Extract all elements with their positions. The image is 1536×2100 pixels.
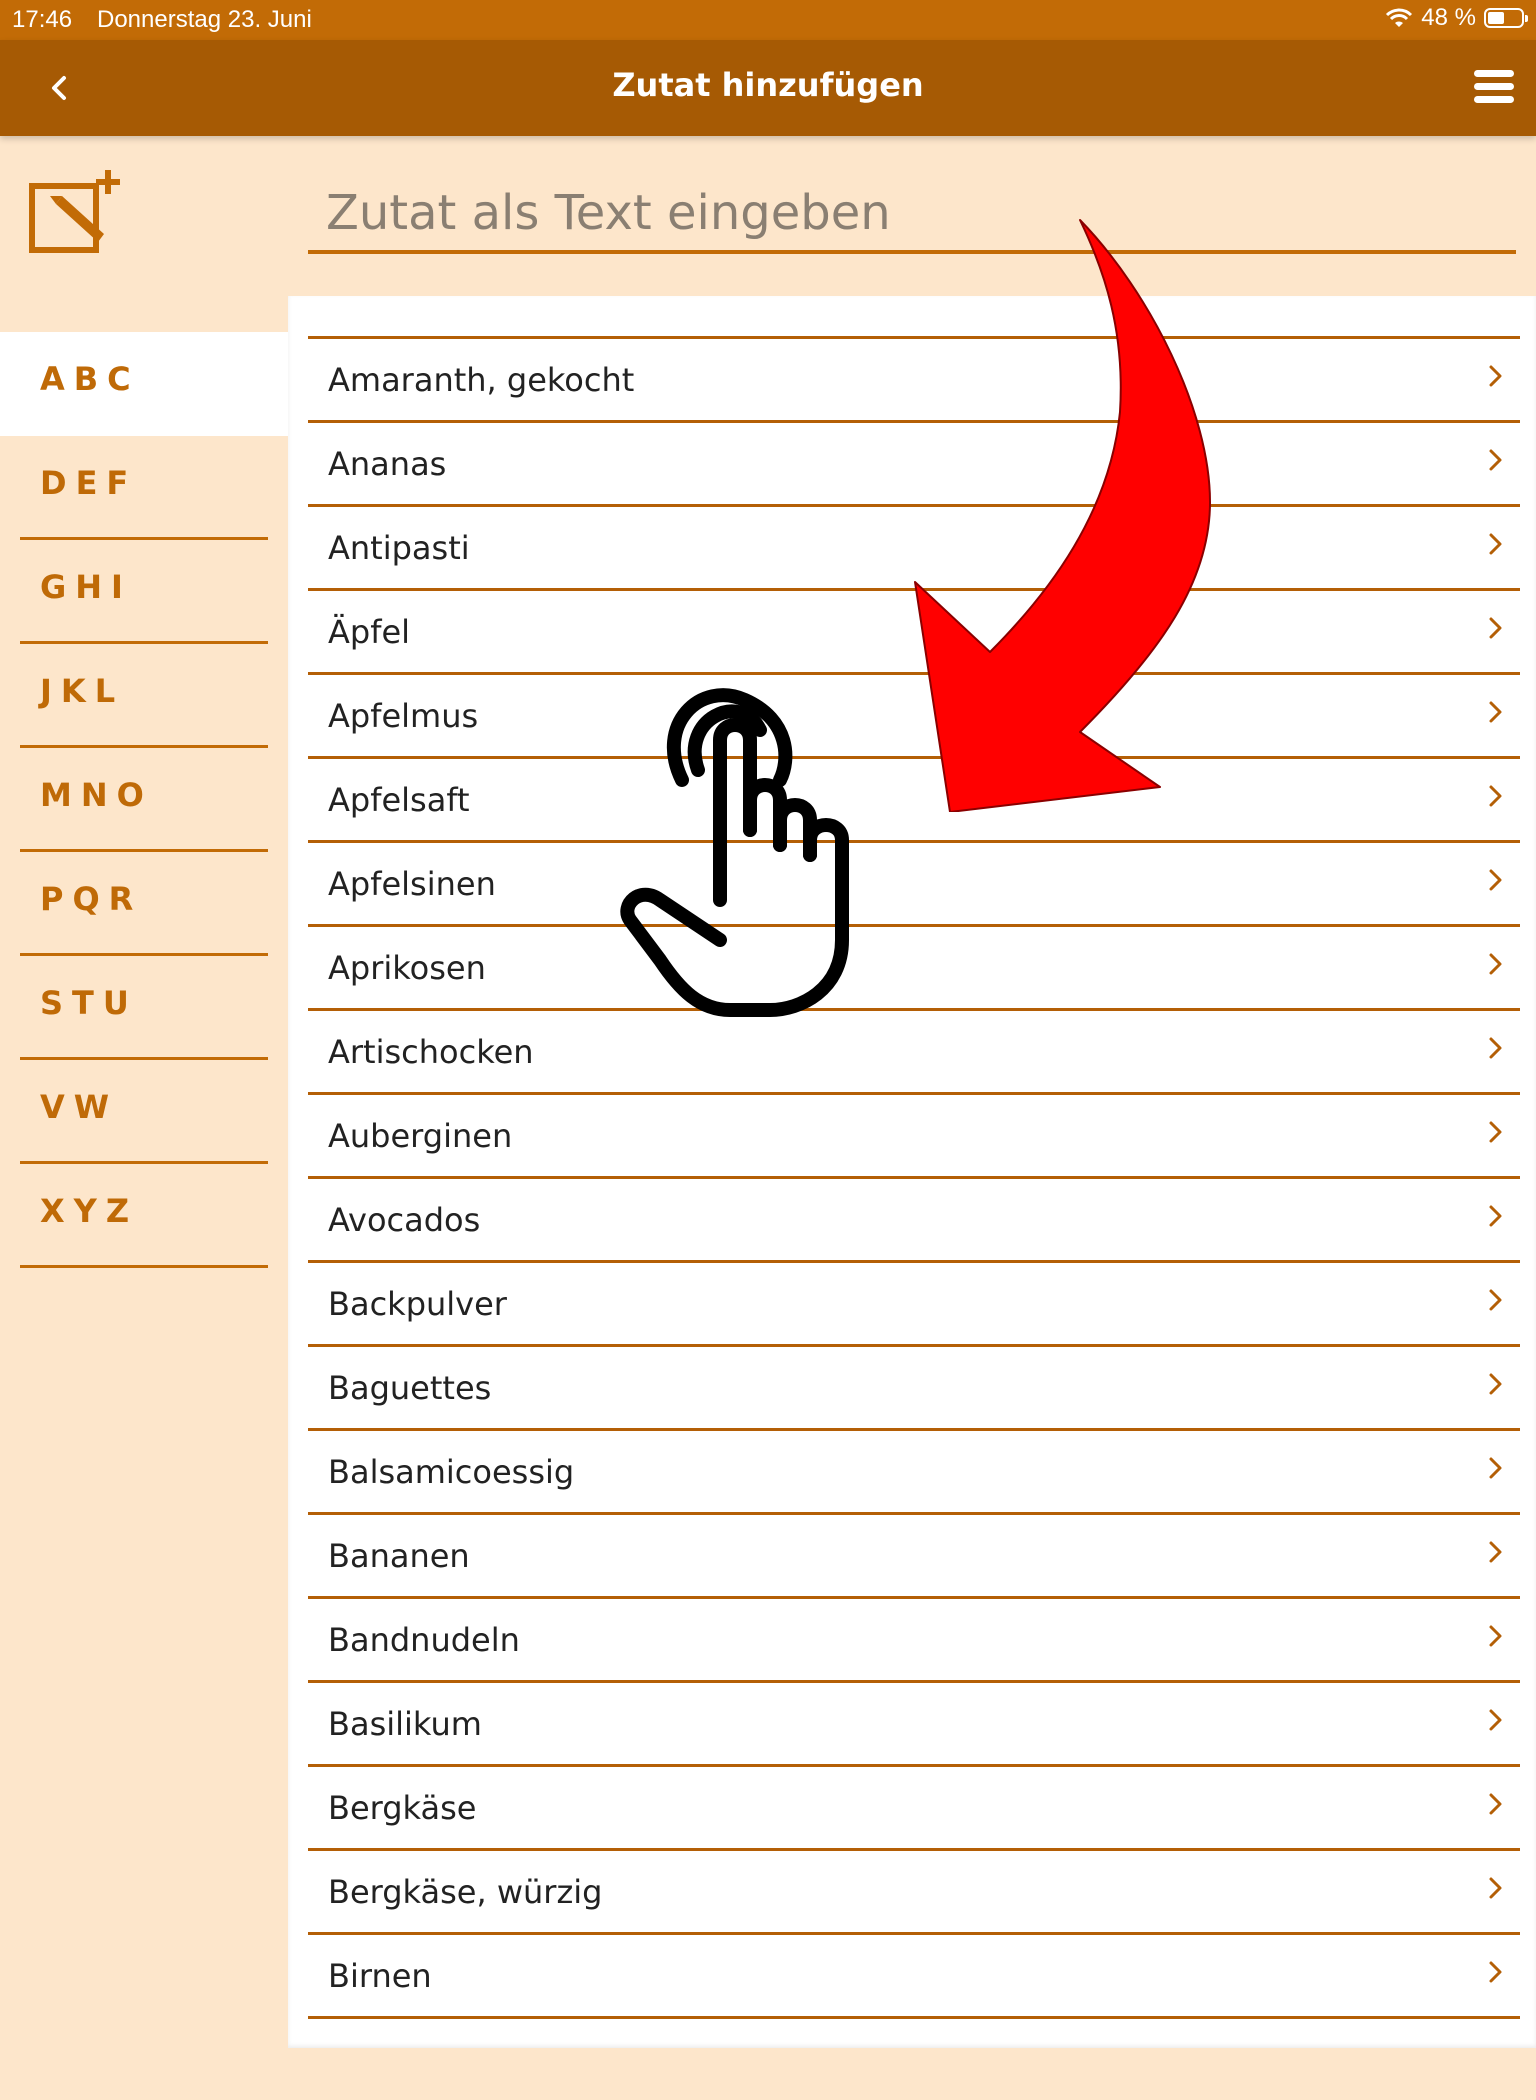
list-item[interactable]: [308, 588, 1520, 672]
sidebar-item-label: XYZ: [40, 1192, 139, 1230]
chevron-right-icon: [1488, 1371, 1504, 1399]
status-bar: [0, 0, 1536, 40]
chevron-right-icon: [1488, 1035, 1504, 1063]
list-item-label: Bergkäse: [328, 1789, 477, 1827]
sidebar-item-mno[interactable]: [0, 748, 288, 852]
chevron-right-icon: [1488, 867, 1504, 895]
nav-bar: [0, 40, 1536, 136]
list-item-label: Äpfel: [328, 613, 411, 651]
list-item-label: Artischocken: [328, 1033, 534, 1071]
page-title: Zutat hinzufügen: [612, 66, 924, 104]
list-item[interactable]: [308, 504, 1520, 588]
list-item[interactable]: [308, 924, 1520, 1008]
sidebar-item-def[interactable]: [0, 436, 288, 540]
list-item-label: Amaranth, gekocht: [328, 361, 635, 399]
status-date: Donnerstag 23. Juni: [97, 6, 312, 33]
chevron-right-icon: [1488, 783, 1504, 811]
list-item[interactable]: [308, 2016, 1520, 2100]
list-item[interactable]: [308, 1680, 1520, 1764]
list-item-label: Apfelsinen: [328, 865, 496, 903]
chevron-right-icon: [1488, 1959, 1504, 1987]
sidebar-item-stu[interactable]: [0, 956, 288, 1060]
sidebar-item-label: DEF: [40, 464, 138, 502]
add-note-icon[interactable]: [26, 164, 138, 264]
list-item[interactable]: [308, 1932, 1520, 2016]
list-item-label: Apfelmus: [328, 697, 479, 735]
chevron-right-icon: [1488, 615, 1504, 643]
chevron-right-icon: [1488, 363, 1504, 391]
list-item-label: Bandnudeln: [328, 1621, 520, 1659]
list-item-label: Auberginen: [328, 1117, 513, 1155]
ingredient-text-input[interactable]: [308, 176, 1516, 254]
list-item[interactable]: [308, 420, 1520, 504]
ingredient-list-panel: [288, 296, 1536, 2048]
chevron-right-icon: [1488, 1119, 1504, 1147]
battery-icon: [1484, 8, 1524, 28]
list-item-label: Balsamicoessig: [328, 1453, 575, 1491]
sidebar-item-xyz[interactable]: [0, 1164, 288, 1268]
list-item[interactable]: [308, 840, 1520, 924]
chevron-right-icon: [1488, 1623, 1504, 1651]
sidebar-item-jkl[interactable]: [0, 644, 288, 748]
sidebar-item-ghi[interactable]: [0, 540, 288, 644]
chevron-right-icon: [1488, 1203, 1504, 1231]
chevron-right-icon: [1488, 531, 1504, 559]
list-item[interactable]: [308, 1596, 1520, 1680]
list-item-label: Baguettes: [328, 1369, 492, 1407]
list-item-label: Bergkäse, würzig: [328, 1873, 603, 1911]
chevron-right-icon: [1488, 699, 1504, 727]
ingredient-list: [308, 336, 1520, 2100]
sidebar-item-label: ABC: [40, 360, 140, 398]
sidebar-item-label: MNO: [40, 776, 153, 814]
sidebar-item-pqr[interactable]: [0, 852, 288, 956]
chevron-right-icon: [1488, 1707, 1504, 1735]
chevron-right-icon: [1488, 1455, 1504, 1483]
list-item[interactable]: [308, 1260, 1520, 1344]
list-item-label: Aprikosen: [328, 949, 486, 987]
chevron-right-icon: [1488, 1539, 1504, 1567]
list-item[interactable]: [308, 1848, 1520, 1932]
list-item[interactable]: [308, 1092, 1520, 1176]
status-time: 17:46: [12, 6, 73, 33]
list-item-label: Bananen: [328, 1537, 470, 1575]
sidebar-item-label: JKL: [40, 672, 125, 710]
list-item[interactable]: [308, 1344, 1520, 1428]
sidebar-item-label: PQR: [40, 880, 143, 918]
list-item[interactable]: [308, 1764, 1520, 1848]
chevron-right-icon: [1488, 951, 1504, 979]
list-item-label: Antipasti: [328, 529, 470, 567]
list-item-label: Backpulver: [328, 1285, 507, 1323]
chevron-right-icon: [1488, 1875, 1504, 1903]
sidebar-item-label: STU: [40, 984, 138, 1022]
list-item[interactable]: [308, 756, 1520, 840]
sidebar-item-vw[interactable]: [0, 1060, 288, 1164]
list-item-label: Birnen: [328, 1957, 432, 1995]
divider: [20, 1265, 268, 1268]
list-item[interactable]: [308, 1512, 1520, 1596]
wifi-icon: [1385, 7, 1413, 29]
list-item-label: Basilikum: [328, 1705, 482, 1743]
battery-percent: 48 %: [1421, 4, 1476, 31]
list-item[interactable]: [308, 672, 1520, 756]
list-item[interactable]: [308, 1428, 1520, 1512]
hamburger-menu-icon[interactable]: [1472, 62, 1516, 112]
sidebar-item-label: GHI: [40, 568, 132, 606]
list-item-label: Ananas: [328, 445, 447, 483]
chevron-right-icon: [1488, 447, 1504, 475]
list-item-label: Apfelsaft: [328, 781, 470, 819]
chevron-right-icon: [1488, 1791, 1504, 1819]
list-item-label: Avocados: [328, 1201, 481, 1239]
status-right: [1385, 4, 1524, 32]
list-item[interactable]: [308, 336, 1520, 420]
sidebar-item-abc[interactable]: [0, 332, 288, 436]
list-item[interactable]: [308, 1008, 1520, 1092]
sidebar-item-label: VW: [40, 1088, 119, 1126]
list-item[interactable]: [308, 1176, 1520, 1260]
chevron-right-icon: [1488, 1287, 1504, 1315]
